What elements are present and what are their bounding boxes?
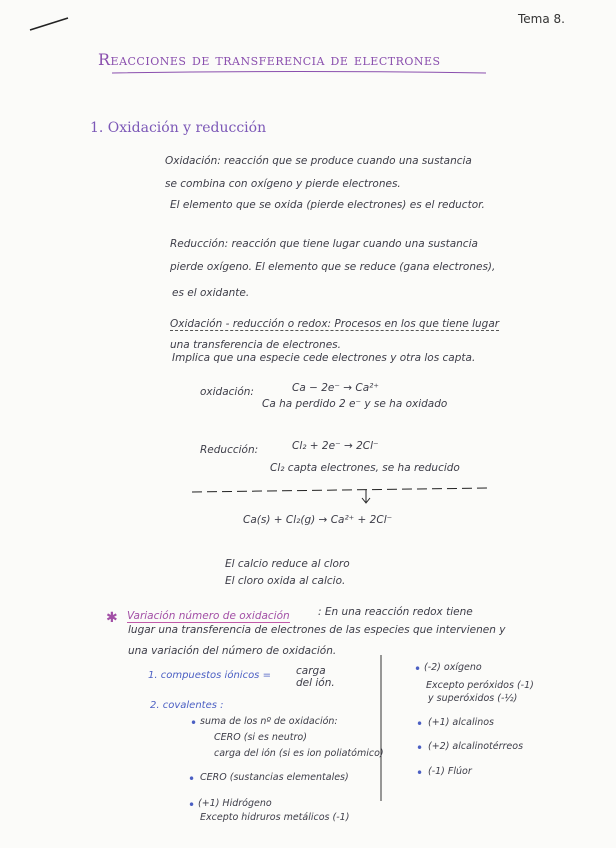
bullet-dot: • [416,766,424,780]
oxidacion-equation: Ca − 2e⁻ → Ca²⁺ [292,382,379,394]
bullet-dot: • [416,717,424,731]
compuestos-ionicos-value1: carga [296,665,326,677]
oxidacion-note: Ca ha perdido 2 e⁻ y se ha oxidado [262,398,448,410]
rule-alcalinos: (+1) alcalinos [428,717,495,728]
redox-def-line2: una transferencia de electrones. [170,339,341,351]
reduccion-example-label: Reducción: [200,444,259,456]
reduccion-def-line2: pierde oxígeno. El elemento que se reduce (gana electrones), [170,261,496,273]
rule-peroxidos: Excepto peróxidos (-1) [426,680,534,691]
section-heading-oxidacion-reduccion: 1. Oxidación y reducción [90,120,267,136]
section-heading-variacion: Variación número de oxidación [127,610,290,622]
conclusion-line1: El calcio reduce al cloro [225,558,350,570]
reduccion-def-line1: Reducción: reacción que tiene lugar cuando una sustancia [170,238,478,250]
rule-hidruros: Excepto hidruros metálicos (-1) [200,812,350,823]
pen-stroke-mark [26,14,72,34]
rule-carga-ion: carga del ión (si es ion poliatómico) [214,748,384,759]
variacion-intro-line3: una variación del número de oxidación. [128,645,337,657]
oxidacion-def-line1: Oxidación: reacción que se produce cuando una sustancia [165,155,472,167]
variacion-intro-line2: lugar una transferencia de electrones de las especies que intervienen y [128,624,506,636]
rule-cero-neutro: CERO (si es neutro) [214,732,307,743]
bullet-dot: • [414,662,422,676]
conclusion-line2: El cloro oxida al calcio. [225,575,346,587]
global-equation: Ca(s) + Cl₂(g) → Ca²⁺ + 2Cl⁻ [243,514,393,526]
column-divider [378,655,384,805]
rule-suma: suma de los nº de oxidación: [200,716,338,727]
bullet-dot: • [188,772,196,786]
bullet-dot: • [188,798,196,812]
rule-oxigeno: (-2) oxígeno [424,662,482,673]
tema-label: Tema 8. [518,12,565,26]
redox-def-line3: Implica que una especie cede electrones y otra los capta. [172,352,476,364]
rule-hidrogeno: (+1) Hidrógeno [198,798,272,809]
rule-alcalinoterreos: (+2) alcalinotérreos [428,741,524,752]
bullet-dot: • [190,716,198,730]
covalentes-label: 2. covalentes : [150,700,224,711]
title-underline [110,70,490,76]
compuestos-ionicos-value2: del ión. [296,677,335,689]
reduccion-def-line3: es el oxidante. [172,287,250,299]
compuestos-ionicos-label: 1. compuestos iónicos = [148,670,271,681]
oxidacion-example-label: oxidación: [200,386,254,398]
rule-cero-elementales: CERO (sustancias elementales) [200,772,349,783]
rule-fluor: (-1) Flúor [428,766,472,777]
page-title: Reacciones de transferencia de electrones [98,50,441,69]
variacion-intro-line1: : En una reacción redox tiene [318,606,473,618]
oxidacion-def-line2: se combina con oxígeno y pierde electrones. [165,178,401,190]
dashed-divider-with-arrow [190,480,494,506]
reduccion-equation: Cl₂ + 2e⁻ → 2Cl⁻ [292,440,379,452]
star-bullet: ✱ [106,610,118,626]
reduccion-note: Cl₂ capta electrones, se ha reducido [270,462,460,474]
redox-def-line1: Oxidación - reducción o redox: Procesos en los que tiene lugar [170,318,500,330]
bullet-dot: • [416,741,424,755]
oxidacion-def-line3: El elemento que se oxida (pierde electrones) es el reductor. [170,199,485,211]
rule-superoxidos: y superóxidos (-½) [428,693,518,704]
